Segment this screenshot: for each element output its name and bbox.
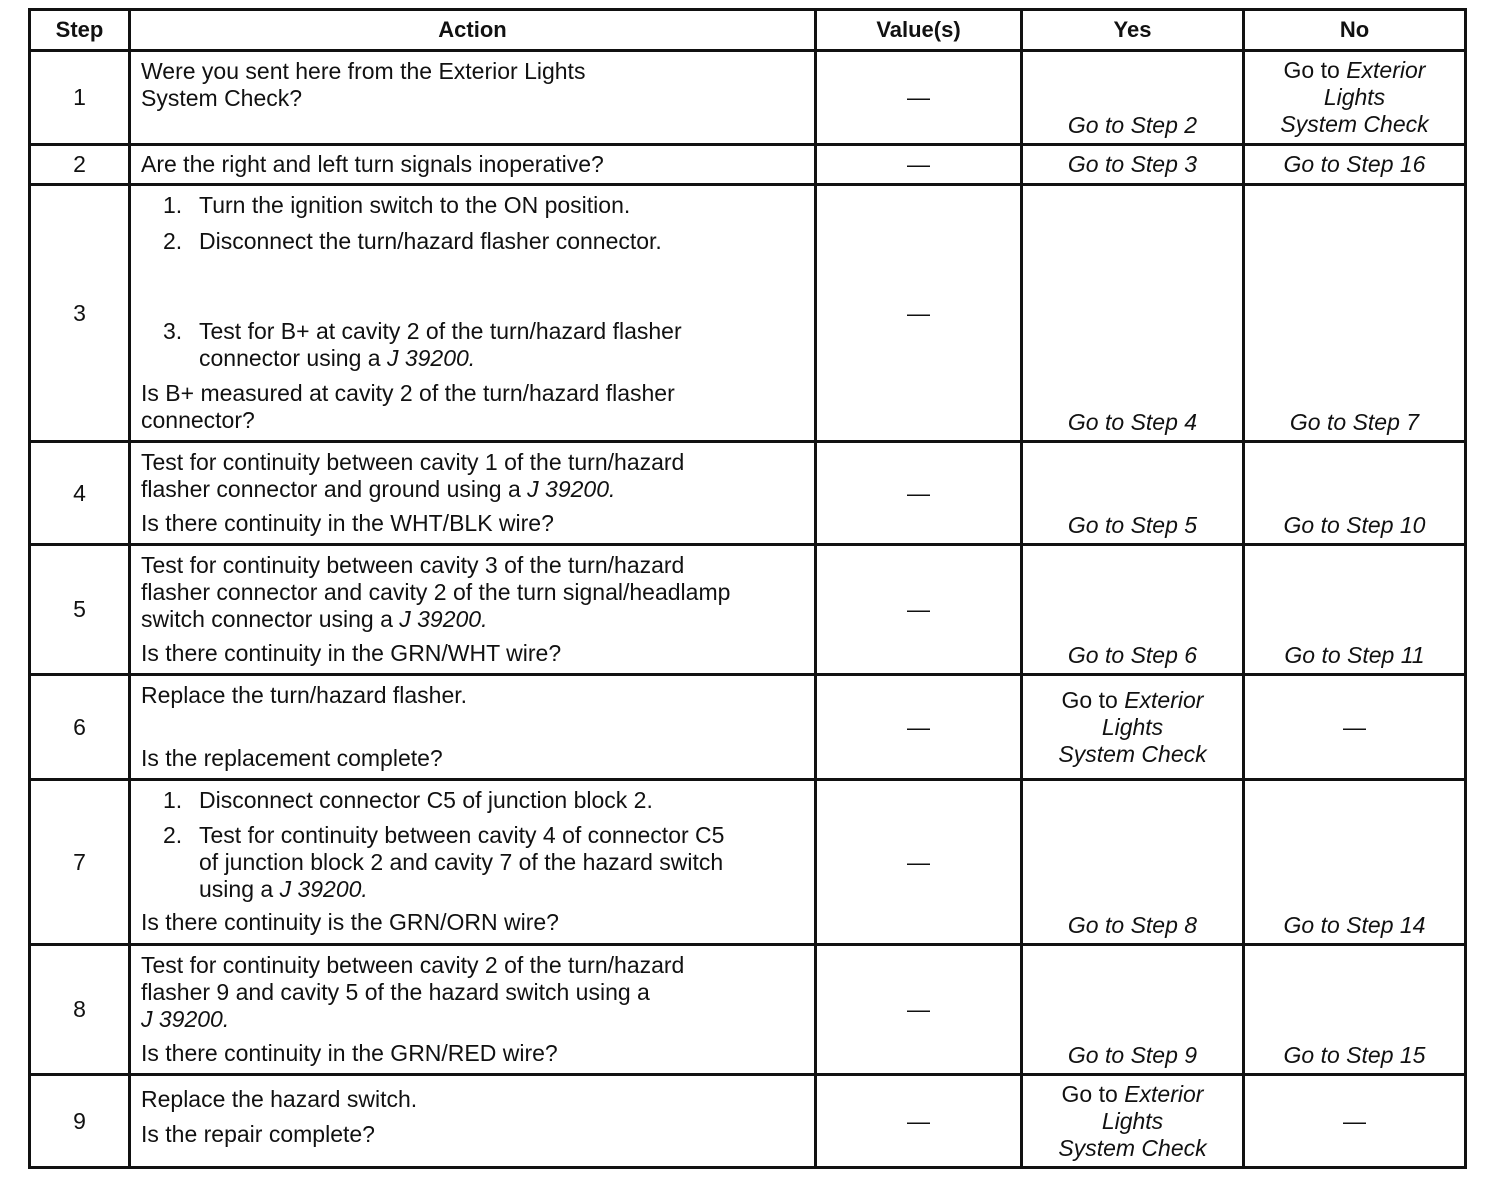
value-cell: —	[816, 945, 1022, 1075]
action-text: Replace the turn/hazard flasher.	[141, 682, 468, 708]
action-cell	[130, 185, 816, 442]
action-cell	[130, 442, 816, 545]
action-cell	[130, 145, 816, 185]
step-number: 8	[30, 945, 130, 1075]
action-text: Are the right and left turn signals inoperative?	[141, 151, 604, 177]
action-text: Test for continuity between cavity 2 of the turn/hazard	[141, 952, 685, 978]
no-link[interactable]: Go to Step 16	[1244, 145, 1466, 185]
value-cell: —	[816, 780, 1022, 945]
no-link[interactable]: Go to Step 14	[1244, 780, 1466, 945]
goto-target: Lights	[1101, 713, 1164, 740]
step-number: 6	[30, 675, 130, 780]
table-row	[30, 185, 1466, 442]
step-number: 5	[30, 545, 130, 675]
list-item: 3. Test for B+ at cavity 2 of the turn/hazard flasher connector using a J 39200.	[163, 318, 682, 371]
action-text: flasher 9 and cavity 5 of the hazard switch using a	[141, 979, 650, 1005]
goto-target: Exterior	[1124, 1080, 1204, 1107]
header-action: Action	[130, 10, 816, 51]
goto-target: Exterior	[1124, 686, 1204, 713]
no-link: —	[1244, 675, 1466, 780]
tool-reference: J 39200.	[141, 1006, 230, 1032]
table-row	[30, 1075, 1466, 1168]
table-row	[30, 442, 1466, 545]
action-cell	[130, 780, 816, 945]
goto-target: System Check	[1058, 740, 1207, 767]
action-cell	[130, 545, 816, 675]
goto-target: Exterior	[1346, 57, 1426, 83]
question-text: Is there continuity in the WHT/BLK wire?	[141, 510, 554, 536]
header-yes: Yes	[1022, 10, 1244, 51]
table-row	[30, 945, 1466, 1075]
instruction-list	[141, 787, 806, 903]
list-item: 1. Disconnect connector C5 of junction block 2.	[163, 787, 653, 813]
list-item: 2. Disconnect the turn/hazard flasher connector.	[163, 228, 662, 254]
diagnostic-table	[28, 8, 1467, 1169]
header-no: No	[1244, 10, 1466, 51]
header-row	[30, 10, 1466, 51]
goto-target: Lights	[1323, 84, 1386, 110]
value-cell: —	[816, 1075, 1022, 1168]
yes-link[interactable]: Go to Step 2	[1022, 51, 1244, 145]
tool-reference: J 39200.	[399, 606, 488, 632]
list-item: 1. Turn the ignition switch to the ON position.	[163, 192, 631, 218]
step-number: 4	[30, 442, 130, 545]
no-link[interactable]: Go to Step 11	[1244, 545, 1466, 675]
step-number: 9	[30, 1075, 130, 1168]
yes-link[interactable]	[1022, 675, 1244, 780]
action-text: System Check?	[141, 85, 303, 111]
table-row	[30, 675, 1466, 780]
step-number: 3	[30, 185, 130, 442]
tool-reference: J 39200.	[279, 876, 368, 902]
action-cell	[130, 945, 816, 1075]
action-text: flasher connector and ground using a	[141, 476, 528, 502]
diagnostic-table-sheet	[28, 8, 1467, 1169]
value-cell: —	[816, 51, 1022, 145]
question-text: Is there continuity in the GRN/RED wire?	[141, 1040, 558, 1066]
step-number: 1	[30, 51, 130, 145]
question-text: Is B+ measured at cavity 2 of the turn/hazard flasher	[141, 380, 675, 406]
action-cell	[130, 1075, 816, 1168]
no-link: —	[1244, 1075, 1466, 1168]
goto-target: System Check	[1058, 1134, 1207, 1161]
question-text: Is there continuity in the GRN/WHT wire?	[141, 640, 562, 666]
yes-link[interactable]: Go to Step 4	[1022, 185, 1244, 442]
table-row	[30, 145, 1466, 185]
question-text: Is the replacement complete?	[141, 745, 443, 771]
no-link[interactable]	[1244, 51, 1466, 145]
step-number: 7	[30, 780, 130, 945]
goto-prefix: Go to	[1061, 686, 1125, 713]
table-row	[30, 545, 1466, 675]
action-text: Replace the hazard switch.	[141, 1086, 418, 1112]
header-step: Step	[30, 10, 130, 51]
table-row	[30, 51, 1466, 145]
yes-link[interactable]: Go to Step 8	[1022, 780, 1244, 945]
goto-prefix: Go to	[1283, 57, 1347, 83]
goto-target: System Check	[1280, 111, 1429, 137]
yes-link[interactable]: Go to Step 9	[1022, 945, 1244, 1075]
action-text: Were you sent here from the Exterior Lights	[141, 58, 586, 84]
no-link[interactable]: Go to Step 7	[1244, 185, 1466, 442]
goto-prefix: Go to	[1061, 1080, 1125, 1107]
yes-link[interactable]: Go to Step 6	[1022, 545, 1244, 675]
yes-link[interactable]: Go to Step 3	[1022, 145, 1244, 185]
question-text: connector?	[141, 407, 255, 433]
header-values: Value(s)	[816, 10, 1022, 51]
question-text: Is the repair complete?	[141, 1121, 375, 1147]
no-link[interactable]: Go to Step 10	[1244, 442, 1466, 545]
action-cell	[130, 51, 816, 145]
no-link[interactable]: Go to Step 15	[1244, 945, 1466, 1075]
value-cell: —	[816, 442, 1022, 545]
instruction-list	[141, 192, 806, 372]
table-row	[30, 780, 1466, 945]
value-cell: —	[816, 145, 1022, 185]
value-cell: —	[816, 675, 1022, 780]
goto-target: Lights	[1101, 1107, 1164, 1134]
step-number: 2	[30, 145, 130, 185]
action-text: Test for continuity between cavity 1 of the turn/hazard	[141, 449, 685, 475]
tool-reference: J 39200.	[527, 476, 616, 502]
action-text: switch connector using a	[141, 606, 400, 632]
question-text: Is there continuity is the GRN/ORN wire?	[141, 909, 559, 935]
action-text: Test for continuity between cavity 3 of the turn/hazard	[141, 552, 685, 578]
yes-link[interactable]: Go to Step 5	[1022, 442, 1244, 545]
yes-link[interactable]	[1022, 1075, 1244, 1168]
tool-reference: J 39200.	[386, 345, 476, 371]
list-item: 2. Test for continuity between cavity 4 of connector C5 of junction block 2 and cavity 7 of the hazard switch using a J 39200.	[163, 822, 725, 902]
action-text: flasher connector and cavity 2 of the turn signal/headlamp	[141, 579, 731, 605]
action-cell	[130, 675, 816, 780]
value-cell: —	[816, 185, 1022, 442]
value-cell: —	[816, 545, 1022, 675]
